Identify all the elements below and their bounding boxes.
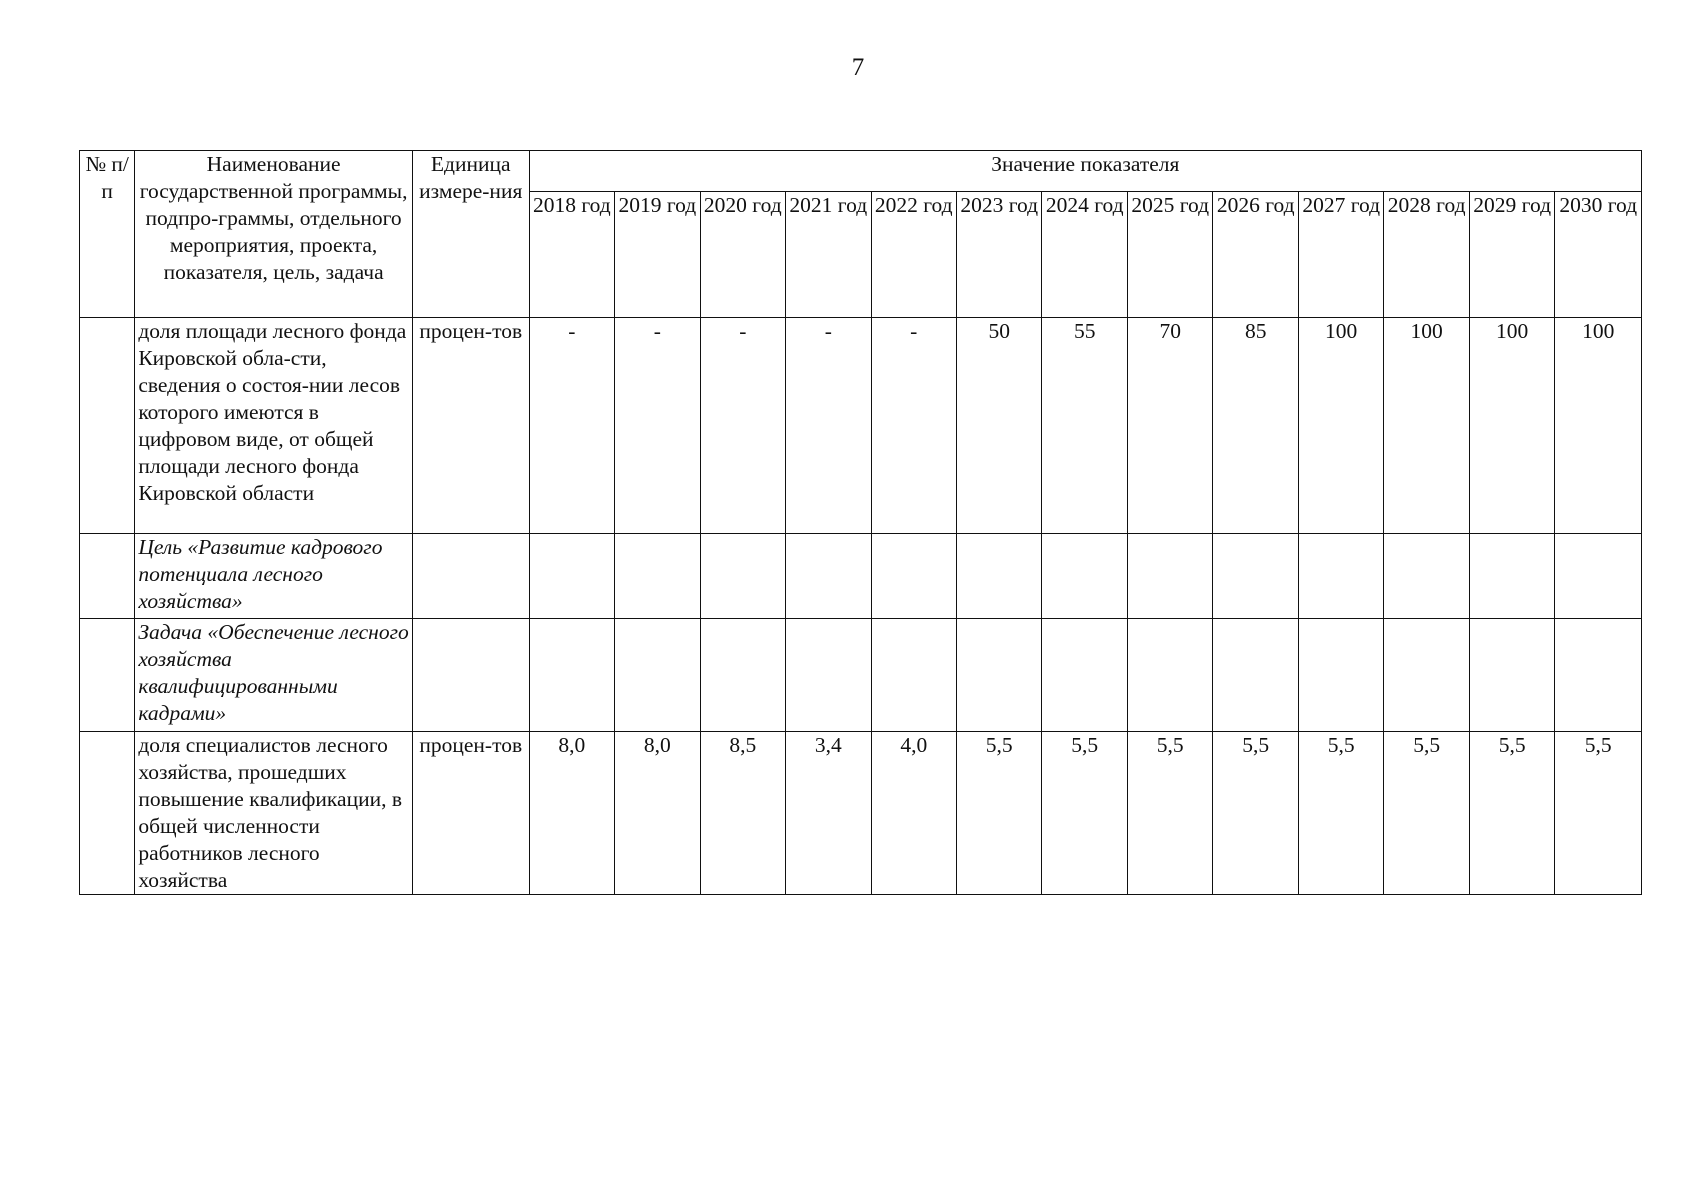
unit-cell bbox=[412, 619, 529, 732]
header-year: 2028 год bbox=[1384, 192, 1469, 318]
value-cell bbox=[1213, 619, 1298, 732]
value-cell: 3,4 bbox=[786, 732, 871, 895]
value-cell: 50 bbox=[957, 318, 1042, 534]
task-name: Задача «Обеспечение лесного хозяйства квалифицированными кадрами» bbox=[135, 619, 413, 732]
value-cell: 5,5 bbox=[1469, 732, 1554, 895]
page-number: 7 bbox=[851, 54, 865, 81]
table-row bbox=[80, 318, 1642, 534]
value-cell bbox=[871, 534, 956, 619]
value-cell: 8,0 bbox=[615, 732, 700, 895]
unit-cell: процен-тов bbox=[412, 318, 529, 534]
header-year: 2025 год bbox=[1127, 192, 1212, 318]
header-year: 2020 год bbox=[700, 192, 785, 318]
value-cell bbox=[1042, 534, 1127, 619]
value-cell: 100 bbox=[1469, 318, 1554, 534]
row-num bbox=[80, 732, 135, 895]
value-cell: 8,5 bbox=[700, 732, 785, 895]
value-cell bbox=[1384, 619, 1469, 732]
table-header bbox=[80, 151, 1642, 318]
value-cell: - bbox=[700, 318, 785, 534]
value-cell bbox=[786, 619, 871, 732]
table-row bbox=[80, 732, 1642, 895]
value-cell: 100 bbox=[1384, 318, 1469, 534]
table-row bbox=[80, 534, 1642, 619]
indicator-name: доля площади лесного фонда Кировской обла-сти, сведения о состоя-нии лесов которого имеются в цифровом виде, от общей площади лесного фонда Кировской области bbox=[135, 318, 413, 534]
value-cell: 70 bbox=[1127, 318, 1212, 534]
row-num bbox=[80, 318, 135, 534]
value-cell bbox=[1298, 619, 1383, 732]
value-cell bbox=[1213, 534, 1298, 619]
value-cell bbox=[1469, 619, 1554, 732]
value-cell: 5,5 bbox=[1298, 732, 1383, 895]
unit-cell bbox=[412, 534, 529, 619]
value-cell: 5,5 bbox=[1042, 732, 1127, 895]
row-num bbox=[80, 619, 135, 732]
header-year: 2024 год bbox=[1042, 192, 1127, 318]
value-cell: 55 bbox=[1042, 318, 1127, 534]
header-year: 2026 год bbox=[1213, 192, 1298, 318]
header-year: 2023 год bbox=[957, 192, 1042, 318]
value-cell bbox=[615, 619, 700, 732]
goal-name: Цель «Развитие кадрового потенциала лесного хозяйства» bbox=[135, 534, 413, 619]
indicator-table bbox=[79, 150, 1642, 895]
value-cell bbox=[957, 534, 1042, 619]
indicator-name: доля специалистов лесного хозяйства, прошедших повышение квалификации, в общей численности работников лесного хозяйства bbox=[135, 732, 413, 895]
header-values-group: Значение показателя bbox=[529, 151, 1641, 192]
value-cell: 85 bbox=[1213, 318, 1298, 534]
value-cell bbox=[1127, 534, 1212, 619]
value-cell: 5,5 bbox=[1384, 732, 1469, 895]
value-cell: 100 bbox=[1555, 318, 1642, 534]
value-cell bbox=[1298, 534, 1383, 619]
value-cell bbox=[957, 619, 1042, 732]
value-cell bbox=[1555, 534, 1642, 619]
value-cell bbox=[700, 619, 785, 732]
value-cell: - bbox=[871, 318, 956, 534]
value-cell bbox=[529, 619, 614, 732]
header-year: 2027 год bbox=[1298, 192, 1383, 318]
value-cell: 5,5 bbox=[1213, 732, 1298, 895]
unit-cell: процен-тов bbox=[412, 732, 529, 895]
header-num: № п/п bbox=[80, 151, 135, 318]
value-cell: - bbox=[615, 318, 700, 534]
header-year: 2019 год bbox=[615, 192, 700, 318]
header-year: 2029 год bbox=[1469, 192, 1554, 318]
header-name: Наименование государственной программы, подпро-граммы, отдельного мероприятия, проекта, показателя, цель, задача bbox=[135, 151, 413, 318]
value-cell bbox=[1384, 534, 1469, 619]
value-cell: 5,5 bbox=[957, 732, 1042, 895]
value-cell: 8,0 bbox=[529, 732, 614, 895]
value-cell: 5,5 bbox=[1127, 732, 1212, 895]
header-year: 2030 год bbox=[1555, 192, 1642, 318]
value-cell: 4,0 bbox=[871, 732, 956, 895]
value-cell bbox=[529, 534, 614, 619]
value-cell: - bbox=[529, 318, 614, 534]
value-cell: 5,5 bbox=[1555, 732, 1642, 895]
table-row bbox=[80, 619, 1642, 732]
header-year: 2022 год bbox=[871, 192, 956, 318]
value-cell bbox=[786, 534, 871, 619]
value-cell: 100 bbox=[1298, 318, 1383, 534]
header-year: 2021 год bbox=[786, 192, 871, 318]
header-unit: Единица измере-ния bbox=[412, 151, 529, 318]
value-cell: - bbox=[786, 318, 871, 534]
header-year: 2018 год bbox=[529, 192, 614, 318]
value-cell bbox=[1469, 534, 1554, 619]
value-cell bbox=[615, 534, 700, 619]
value-cell bbox=[1127, 619, 1212, 732]
value-cell bbox=[700, 534, 785, 619]
value-cell bbox=[1042, 619, 1127, 732]
value-cell bbox=[1555, 619, 1642, 732]
row-num bbox=[80, 534, 135, 619]
value-cell bbox=[871, 619, 956, 732]
